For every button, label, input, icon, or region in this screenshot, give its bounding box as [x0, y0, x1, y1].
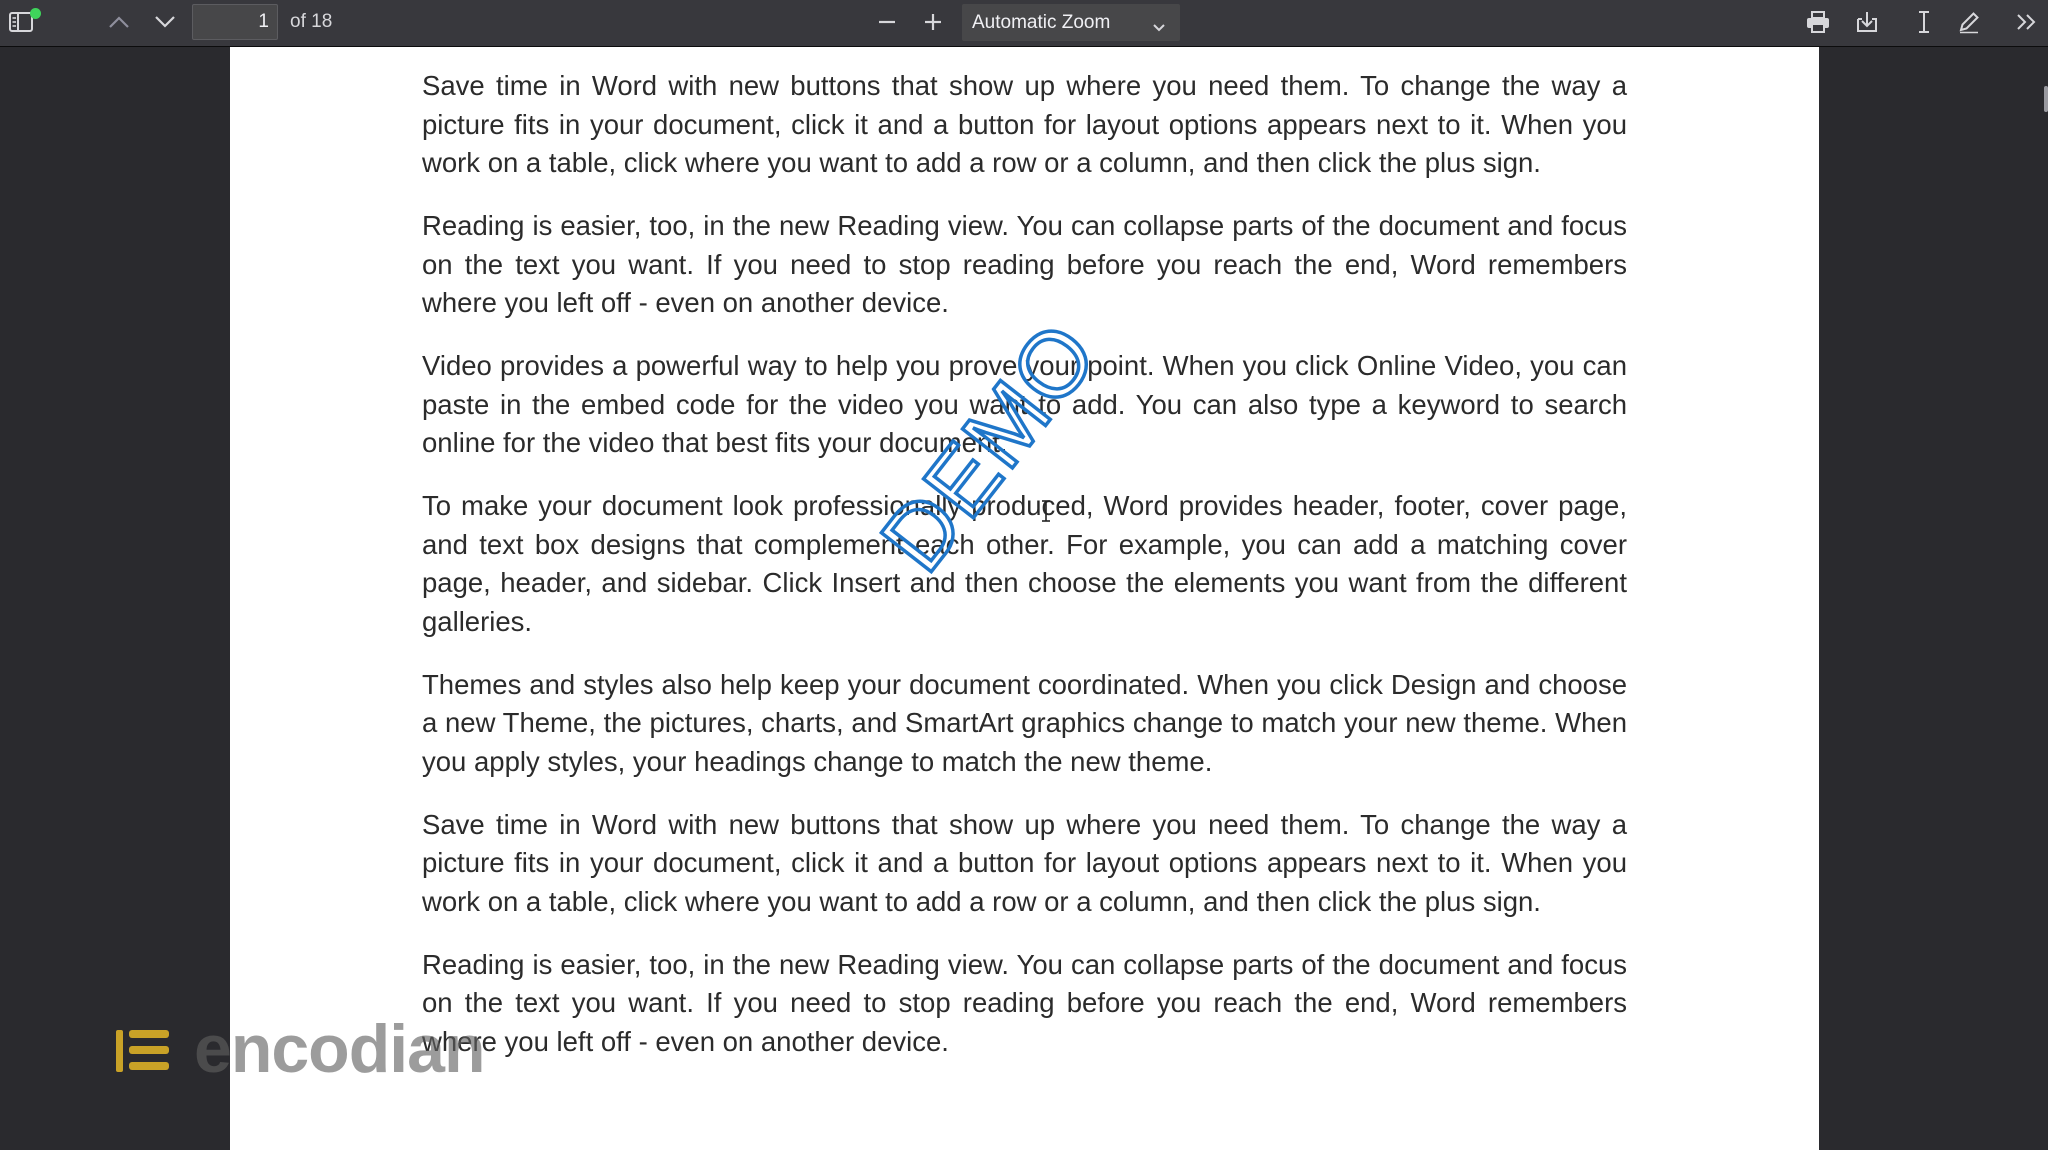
- double-chevron-right-icon: [2015, 12, 2039, 32]
- previous-page-button[interactable]: [100, 5, 138, 39]
- paragraph: Video provides a powerful way to help you prove your point. When you click Online Video, you can paste in the embed code for the video you want to add. You can also type a keyword to search online for the video that best fits your document.: [422, 350, 1627, 458]
- zoom-select-label: Automatic Zoom: [972, 12, 1111, 33]
- paragraph: Reading is easier, too, in the new Reading view. You can collapse parts of the document and focus on the text you want. If you need to stop reading before you reach the end, Word remembers where you left off - even on another device.: [422, 948, 1627, 1057]
- chevron-down-icon: [1150, 13, 1168, 50]
- zoom-in-button[interactable]: [914, 5, 952, 39]
- next-page-button[interactable]: [146, 5, 184, 39]
- plus-icon: [922, 11, 944, 33]
- paragraph: To make your document look professionally produced, Word provides header, footer, cover page, and text box designs that complement each other. For example, you can add a matching cover page, header, and sidebar. Click Insert and then choose the elements you want from the different galleries.: [422, 490, 1627, 637]
- annotate-button[interactable]: [1950, 5, 1988, 39]
- zoom-select[interactable]: [962, 4, 1180, 41]
- paragraph: Save time in Word with new buttons that show up where you need them. To change the way a picture fits in your document, click it and a button for layout options appears next to it. When you work on a table, click where you want to add a row or a column, and then click the plus sign.: [422, 808, 1627, 917]
- paragraph: Themes and styles also help keep your document coordinated. When you click Design and choose a new Theme, the pictures, charts, and SmartArt graphics change to match your new theme. When you apply styles, your headings change to match the new theme.: [422, 668, 1627, 777]
- demo-watermark: DEMO: [861, 303, 1118, 590]
- download-button[interactable]: [1848, 5, 1886, 39]
- page-count-label: of 18: [290, 11, 333, 32]
- printer-icon: [1805, 10, 1831, 34]
- document-page: [230, 47, 1819, 1150]
- print-button[interactable]: [1799, 5, 1837, 39]
- page-number-input[interactable]: [192, 4, 278, 40]
- download-icon: [1854, 10, 1880, 34]
- minus-icon: [876, 11, 898, 33]
- text-select-button[interactable]: [1905, 5, 1943, 39]
- toolbar: [0, 0, 2048, 47]
- page-text: [422, 47, 1627, 1086]
- chevron-down-icon: [154, 15, 176, 29]
- pencil-icon: [1956, 9, 1982, 35]
- scrollbar-thumb[interactable]: [2044, 86, 2048, 112]
- paragraph: Reading is easier, too, in the new Reading view. You can collapse parts of the document and focus on the text you want. If you need to stop reading before you reach the end, Word remembers where you left off - even on another device.: [422, 210, 1627, 318]
- status-dot: [30, 8, 41, 19]
- text-cursor-icon: [1914, 9, 1934, 35]
- zoom-out-button[interactable]: [868, 5, 906, 39]
- more-tools-button[interactable]: [2008, 5, 2046, 39]
- brand-mark-icon: [116, 1028, 176, 1079]
- chevron-up-icon: [108, 15, 130, 29]
- brand-wordmark: encodian: [194, 1011, 485, 1087]
- sidebar-toggle-button[interactable]: [2, 5, 40, 39]
- paragraph: Save time in Word with new buttons that show up where you need them. To change the way a picture fits in your document, click it and a button for layout options appears next to it. When you work on a table, click where you want to add a row or a column, and then click the plus sign.: [422, 70, 1627, 178]
